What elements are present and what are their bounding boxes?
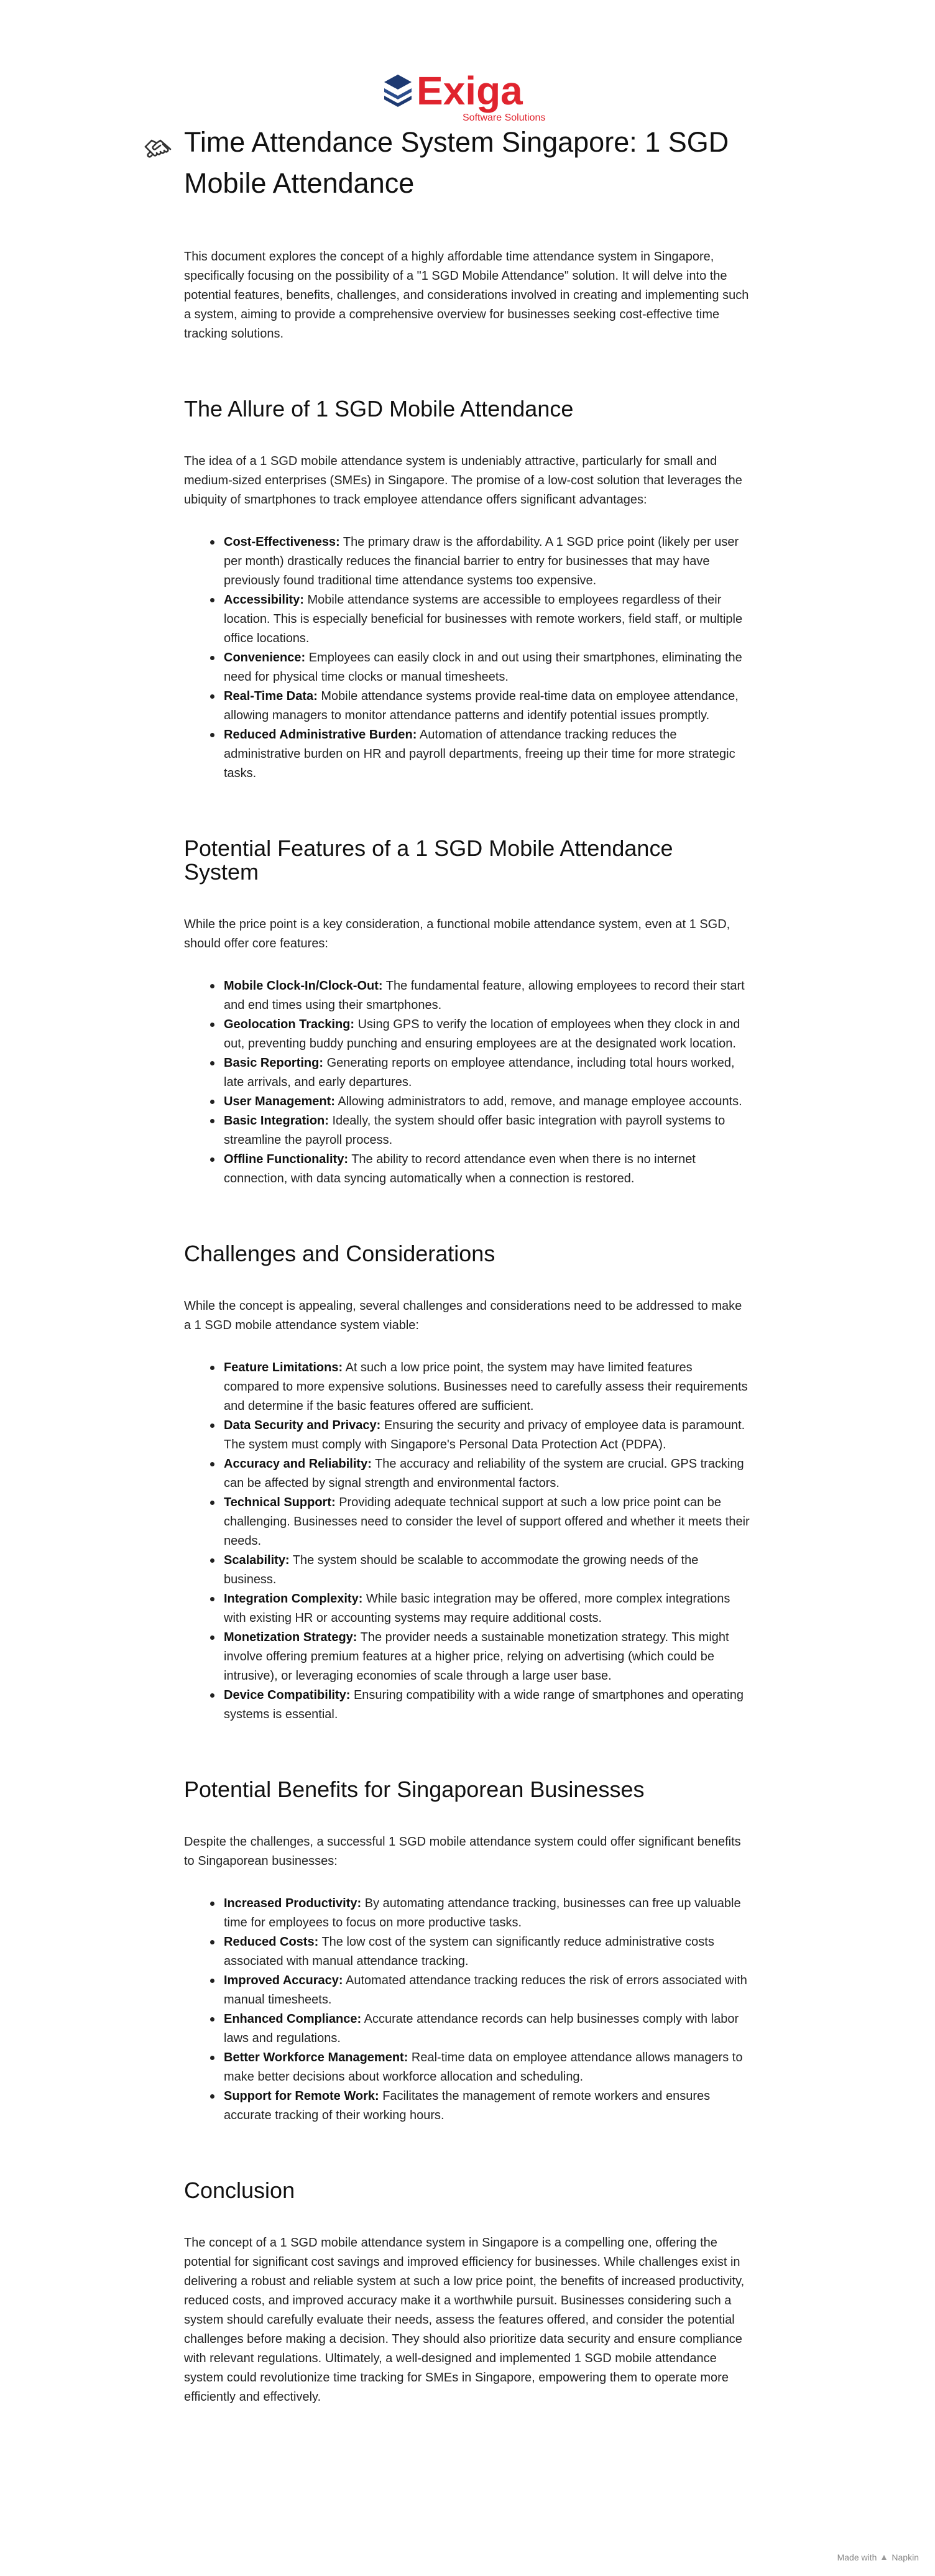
bullet-term: Data Security and Privacy: bbox=[224, 1419, 381, 1432]
bullet-term: Monetization Strategy: bbox=[224, 1631, 357, 1644]
section-benefits bbox=[184, 1778, 750, 2125]
made-with-label: Made with bbox=[837, 2552, 877, 2562]
section-heading: Conclusion bbox=[184, 2178, 295, 2203]
bullet-term: Increased Productivity: bbox=[224, 1897, 362, 1910]
bullet-text: Generating reports on employee attendance, including total hours worked, late arrivals, and early departures. bbox=[224, 1056, 735, 1089]
bullet-term: Convenience: bbox=[224, 651, 306, 665]
bullet-text: Using GPS to verify the location of employees when they clock in and out, preventing buddy punching and ensuring employees are at the designated work location. bbox=[224, 1018, 740, 1051]
bullet-item bbox=[224, 1686, 750, 1724]
bullet-item bbox=[224, 1551, 750, 1589]
bullet-term: Reduced Costs: bbox=[224, 1935, 319, 1949]
bullet-text: The system should be scalable to accommodate the growing needs of the business. bbox=[224, 1553, 699, 1586]
bullet-item bbox=[224, 1150, 750, 1189]
section-lead: Despite the challenges, a successful 1 SGD mobile attendance system could offer significant benefits to Singaporean businesses: bbox=[184, 1835, 741, 1868]
bullet-item bbox=[224, 687, 750, 725]
bullet-term: Improved Accuracy: bbox=[224, 1974, 343, 1987]
bullet-text: Automation of attendance tracking reduces the administrative burden on HR and payroll departments, freeing up their time for more strategic tasks. bbox=[224, 728, 735, 780]
bullet-item bbox=[224, 1015, 750, 1054]
bullet-text: The accuracy and reliability of the system are crucial. GPS tracking can be affected by signal strength and environmental factors. bbox=[224, 1457, 744, 1490]
made-with-napkin-badge[interactable] bbox=[837, 2552, 919, 2562]
exiga-logo bbox=[379, 61, 560, 123]
section-allure bbox=[184, 397, 750, 783]
bullet-term: Support for Remote Work: bbox=[224, 2089, 379, 2103]
bullet-term: Reduced Administrative Burden: bbox=[224, 728, 417, 742]
bullet-text: At such a low price point, the system may have limited features compared to more expensive solutions. Businesses need to carefully assess their requirements and determine if the basic features offered are sufficient. bbox=[224, 1361, 748, 1413]
section-lead: While the price point is a key consideration, a functional mobile attendance system, even at 1 SGD, should offer core features: bbox=[184, 918, 730, 950]
bullet-text: Ideally, the system should offer basic integration with payroll systems to streamline the payroll process. bbox=[224, 1114, 725, 1147]
bullet-item bbox=[224, 1054, 750, 1092]
page-title: Time Attendance System Singapore: 1 SGD Mobile Attendance bbox=[184, 126, 729, 199]
bullet-term: Integration Complexity: bbox=[224, 1592, 363, 1606]
bullet-item bbox=[224, 1894, 750, 1933]
conclusion-paragraph: The concept of a 1 SGD mobile attendance system in Singapore is a compelling one, offering the potential for significant cost savings and improved efficiency for businesses. While challenges exist in delivering a robust and reliable system at such a low price point, the benefits of increased productivity, reduced costs, and improved accuracy make it a worthwhile pursuit. Businesses considering such a system should carefully evaluate their needs, assess the features offered, and consider the potential challenges before making a decision. They should also prioritize data security and ensure compliance with relevant regulations. Ultimately, a well-designed and implemented 1 SGD mobile attendance system could revolutionize time tracking for SMEs in Singapore, empowering them to operate more efficiently and effectively. bbox=[184, 2236, 745, 2404]
layers-icon bbox=[384, 75, 412, 107]
bullet-item bbox=[224, 977, 750, 1015]
bullet-term: Feature Limitations: bbox=[224, 1361, 343, 1374]
bullet-term: Cost-Effectiveness: bbox=[224, 535, 340, 549]
bullet-term: Offline Functionality: bbox=[224, 1152, 348, 1166]
bullet-item bbox=[224, 1416, 750, 1455]
bullet-item bbox=[224, 725, 750, 783]
bullet-term: User Management: bbox=[224, 1095, 335, 1108]
intro-paragraph: This document explores the concept of a highly affordable time attendance system in Singapore, specifically focusing on the possibility of a "1 SGD Mobile Attendance" solution. It will delve into the potential features, benefits, challenges, and considerations involved in creating and implementing such a system, aiming to provide a comprehensive overview for businesses seeking cost-effective time tracking solutions. bbox=[184, 250, 749, 341]
section-heading: Potential Benefits for Singaporean Businesses bbox=[184, 1777, 645, 1802]
bullet-term: Accessibility: bbox=[224, 593, 304, 607]
section-heading: Potential Features of a 1 SGD Mobile Attendance System bbox=[184, 835, 673, 885]
bullet-text: Employees can easily clock in and out using their smartphones, eliminating the need for physical time clocks or manual timesheets. bbox=[224, 651, 742, 684]
bullet-term: Accuracy and Reliability: bbox=[224, 1457, 372, 1471]
bullet-item bbox=[224, 591, 750, 648]
bullet-term: Geolocation Tracking: bbox=[224, 1018, 355, 1031]
bullet-text: The low cost of the system can significantly reduce administrative costs associated with manual attendance tracking. bbox=[224, 1935, 714, 1968]
bullet-item bbox=[224, 648, 750, 687]
bullet-text: Providing adequate technical support at such a low price point can be challenging. Businesses need to consider the level of support offered and whether it meets their needs. bbox=[224, 1496, 750, 1548]
bullet-item bbox=[224, 1493, 750, 1551]
document-body bbox=[184, 122, 750, 2407]
bullet-term: Basic Reporting: bbox=[224, 1056, 324, 1070]
section-heading: Challenges and Considerations bbox=[184, 1241, 495, 1266]
handshake-icon bbox=[142, 133, 174, 165]
bullet-item bbox=[224, 1092, 750, 1111]
section-challenges bbox=[184, 1242, 750, 1724]
section-conclusion bbox=[184, 2179, 750, 2407]
bullet-item bbox=[224, 1628, 750, 1686]
section-features bbox=[184, 837, 750, 1189]
bullet-item bbox=[224, 2010, 750, 2048]
bullet-list bbox=[184, 1894, 750, 2125]
bullet-text: Facilitates the management of remote workers and ensures accurate tracking of their working hours. bbox=[224, 2089, 711, 2122]
bullet-item bbox=[224, 2048, 750, 2087]
bullet-text: By automating attendance tracking, businesses can free up valuable time for employees to focus on more productive tasks. bbox=[224, 1897, 741, 1930]
bullet-text: Automated attendance tracking reduces the risk of errors associated with manual timesheets. bbox=[224, 1974, 747, 2007]
bullet-term: Device Compatibility: bbox=[224, 1688, 351, 1702]
napkin-brand-label: Napkin bbox=[891, 2552, 919, 2562]
bullet-text: Mobile attendance systems are accessible to employees regardless of their location. This is especially beneficial for businesses with remote workers, field staff, or multiple office locations. bbox=[224, 593, 743, 645]
bullet-text: Mobile attendance systems provide real-time data on employee attendance, allowing managers to monitor attendance patterns and identify potential issues promptly. bbox=[224, 689, 739, 722]
logo-wordmark: Exiga bbox=[417, 68, 523, 113]
bullet-term: Technical Support: bbox=[224, 1496, 336, 1509]
napkin-icon bbox=[880, 2554, 888, 2561]
bullet-text: The primary draw is the affordability. A 1 SGD price point (likely per user per month) drastically reduces the financial barrier to entry for businesses that may have previously found traditional time attendance systems too expensive. bbox=[224, 535, 739, 587]
bullet-term: Better Workforce Management: bbox=[224, 2051, 408, 2064]
bullet-term: Mobile Clock-In/Clock-Out: bbox=[224, 979, 383, 993]
bullet-term: Basic Integration: bbox=[224, 1114, 329, 1128]
bullet-text: The fundamental feature, allowing employees to record their start and end times using their smartphones. bbox=[224, 979, 745, 1012]
section-heading: The Allure of 1 SGD Mobile Attendance bbox=[184, 396, 574, 421]
bullet-term: Scalability: bbox=[224, 1553, 290, 1567]
bullet-item bbox=[224, 1111, 750, 1150]
bullet-item bbox=[224, 1358, 750, 1416]
bullet-text: Accurate attendance records can help businesses comply with labor laws and regulations. bbox=[224, 2012, 739, 2045]
section-lead: The idea of a 1 SGD mobile attendance system is undeniably attractive, particularly for small and medium-sized enterprises (SMEs) in Singapore. The promise of a low-cost solution that leverages the ubiquity of smartphones to track employee attendance offers significant advantages: bbox=[184, 454, 742, 507]
bullet-list bbox=[184, 1358, 750, 1724]
bullet-term: Real-Time Data: bbox=[224, 689, 318, 703]
bullet-list bbox=[184, 533, 750, 783]
bullet-text: The ability to record attendance even when there is no internet connection, with data syncing automatically when a connection is restored. bbox=[224, 1152, 696, 1185]
bullet-item bbox=[224, 2087, 750, 2125]
bullet-item bbox=[224, 1971, 750, 2010]
bullet-text: While basic integration may be offered, more complex integrations with existing HR or accounting systems may require additional costs. bbox=[224, 1592, 730, 1625]
bullet-item bbox=[224, 1455, 750, 1493]
logo-tagline: Software Solutions bbox=[463, 113, 546, 123]
bullet-text: Real-time data on employee attendance allows managers to make better decisions about workforce allocation and scheduling. bbox=[224, 2051, 743, 2084]
bullet-term: Enhanced Compliance: bbox=[224, 2012, 362, 2026]
bullet-item bbox=[224, 533, 750, 591]
bullet-text: Ensuring compatibility with a wide range of smartphones and operating systems is essential. bbox=[224, 1688, 744, 1721]
section-lead: While the concept is appealing, several challenges and considerations need to be addressed to make a 1 SGD mobile attendance system viable: bbox=[184, 1299, 742, 1332]
bullet-item bbox=[224, 1933, 750, 1971]
bullet-item bbox=[224, 1589, 750, 1628]
bullet-list bbox=[184, 977, 750, 1189]
bullet-text: Ensuring the security and privacy of employee data is paramount. The system must comply with Singapore's Personal Data Protection Act (PDPA). bbox=[224, 1419, 745, 1451]
bullet-text: The provider needs a sustainable monetization strategy. This might involve offering premium features at a higher price, relying on advertising (which could be intrusive), or leveraging economies of scale through a large user base. bbox=[224, 1631, 729, 1683]
bullet-text: Allowing administrators to add, remove, and manage employee accounts. bbox=[334, 1095, 742, 1108]
